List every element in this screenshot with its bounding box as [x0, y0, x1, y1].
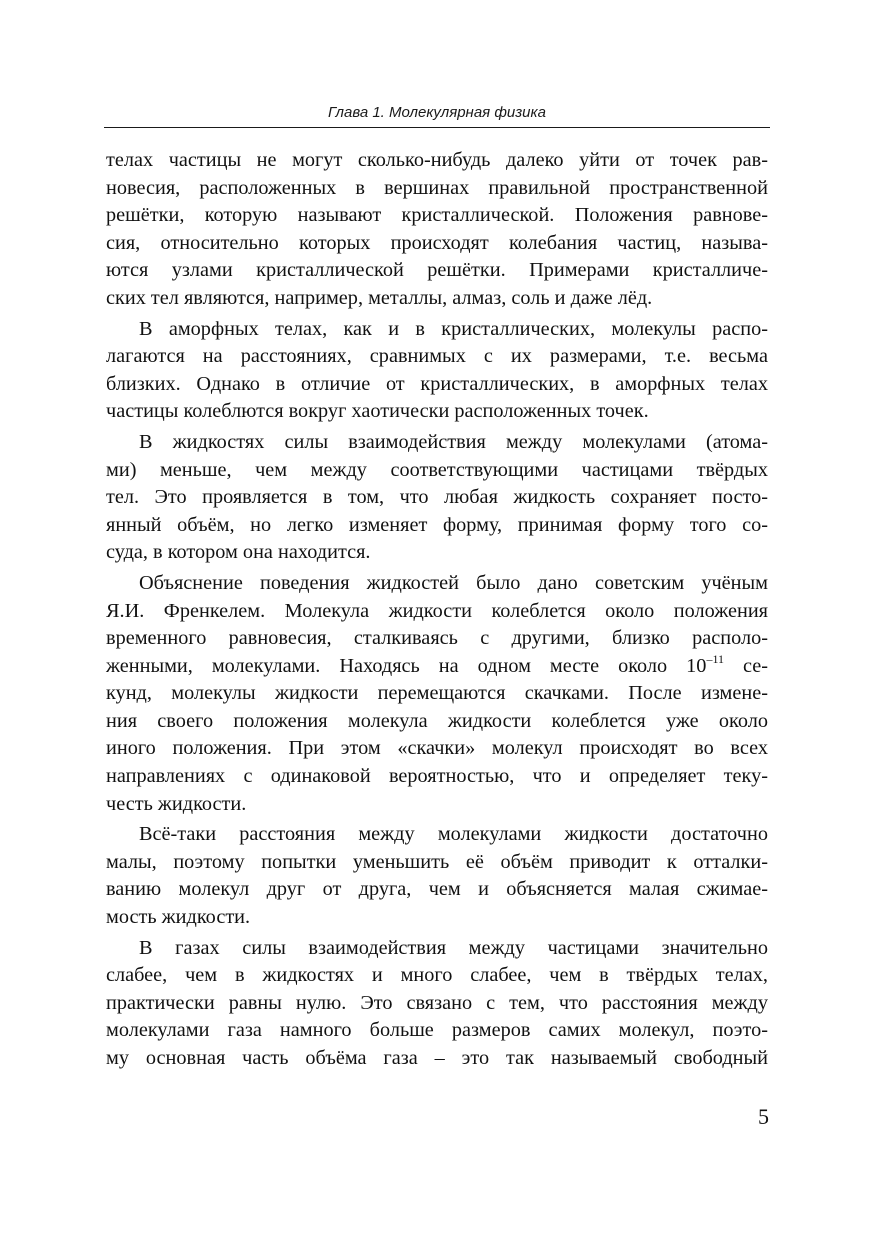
- text-line: кунд, молекулы жидкости перемещаются скачками. После измене-: [106, 682, 768, 705]
- text-line: новесия, расположенных в вершинах правильной пространственной: [106, 176, 768, 199]
- body-text: [106, 147, 768, 1076]
- header-rule: [104, 127, 770, 128]
- text-line: тел. Это проявляется в том, что любая жидкость сохраняет посто-: [106, 486, 768, 509]
- text-line: Всё-таки расстояния между молекулами жидкости достаточно: [139, 823, 768, 846]
- text-line: решётки, которую называют кристаллической. Положения равнове-: [106, 204, 768, 227]
- text-line: Объяснение поведения жидкостей было дано советским учёным: [139, 571, 768, 594]
- paragraph-amorphous-bodies: [106, 316, 768, 426]
- text-line: иного положения. При этом «скачки» молекул происходят во всех: [106, 737, 768, 760]
- text-line: практически равны нулю. Это связано с тем, что расстояния между: [106, 991, 768, 1014]
- text-line: сия, относительно которых происходят колебания частиц, называ-: [106, 231, 768, 254]
- paragraph-crystal-lattice: [106, 147, 768, 313]
- text-line: ских тел являются, например, металлы, алмаз, соль и даже лёд.: [106, 286, 653, 309]
- running-header: Глава 1. Молекулярная физика: [328, 104, 546, 121]
- text-line: ванию молекул друг от друга, чем и объясняется малая сжимае-: [106, 878, 768, 901]
- text-line: направлениях с одинаковой вероятностью, что и определяет теку-: [106, 765, 768, 788]
- text-line: близких. Однако в отличие от кристаллических, в аморфных телах: [106, 372, 768, 395]
- text-fragment: женными, молекулами. Находясь на одном месте около 10: [106, 654, 707, 677]
- text-line-with-exponent: [106, 653, 768, 681]
- text-line: частицы колеблются вокруг хаотически расположенных точек.: [106, 400, 649, 423]
- paragraph-liquids: [106, 429, 768, 567]
- text-line: молекулами газа намного больше размеров самих молекул, поэто-: [106, 1019, 768, 1042]
- text-line: временного равновесия, сталкиваясь с другими, близко располо-: [106, 627, 768, 650]
- text-line: му основная часть объёма газа – это так называемый свободный: [106, 1047, 768, 1069]
- text-line: суда, в котором она находится.: [106, 541, 371, 564]
- text-line: В аморфных телах, как и в кристаллических, молекулы распо-: [139, 317, 768, 340]
- text-line: мость жидкости.: [106, 906, 251, 929]
- text-line: телах частицы не могут сколько-нибудь далеко уйти от точек рав-: [106, 149, 768, 171]
- text-line: В газах силы взаимодействия между частицами значительно: [139, 936, 768, 959]
- text-line: лагаются на расстояниях, сравнимых с их размерами, т.е. весьма: [106, 345, 768, 368]
- text-line: янный объём, но легко изменяет форму, принимая форму того со-: [106, 513, 768, 536]
- text-line: ются узлами кристаллической решётки. Примерами кристалличе-: [106, 259, 768, 282]
- text-line: В жидкостях силы взаимодействия между молекулами (атома-: [139, 430, 768, 453]
- text-line: ми) меньше, чем между соответствующими частицами твёрдых: [106, 458, 768, 481]
- text-line: ния своего положения молекула жидкости колеблется уже около: [106, 709, 768, 732]
- text-line: Я.И. Френкелем. Молекула жидкости колеблется около положения: [106, 599, 768, 622]
- exponent: –11: [706, 651, 725, 666]
- text-line: малы, поэтому попытки уменьшить её объём приводит к отталки-: [106, 850, 768, 873]
- page-number: 5: [758, 1104, 769, 1129]
- paragraph-frenkel-theory: [106, 570, 768, 818]
- paragraph-compressibility: [106, 821, 768, 931]
- text-fragment: се-: [724, 654, 768, 677]
- text-line: слабее, чем в жидкостях и много слабее, чем в твёрдых телах,: [106, 964, 768, 987]
- text-line: честь жидкости.: [106, 792, 247, 815]
- paragraph-gases: [106, 935, 768, 1073]
